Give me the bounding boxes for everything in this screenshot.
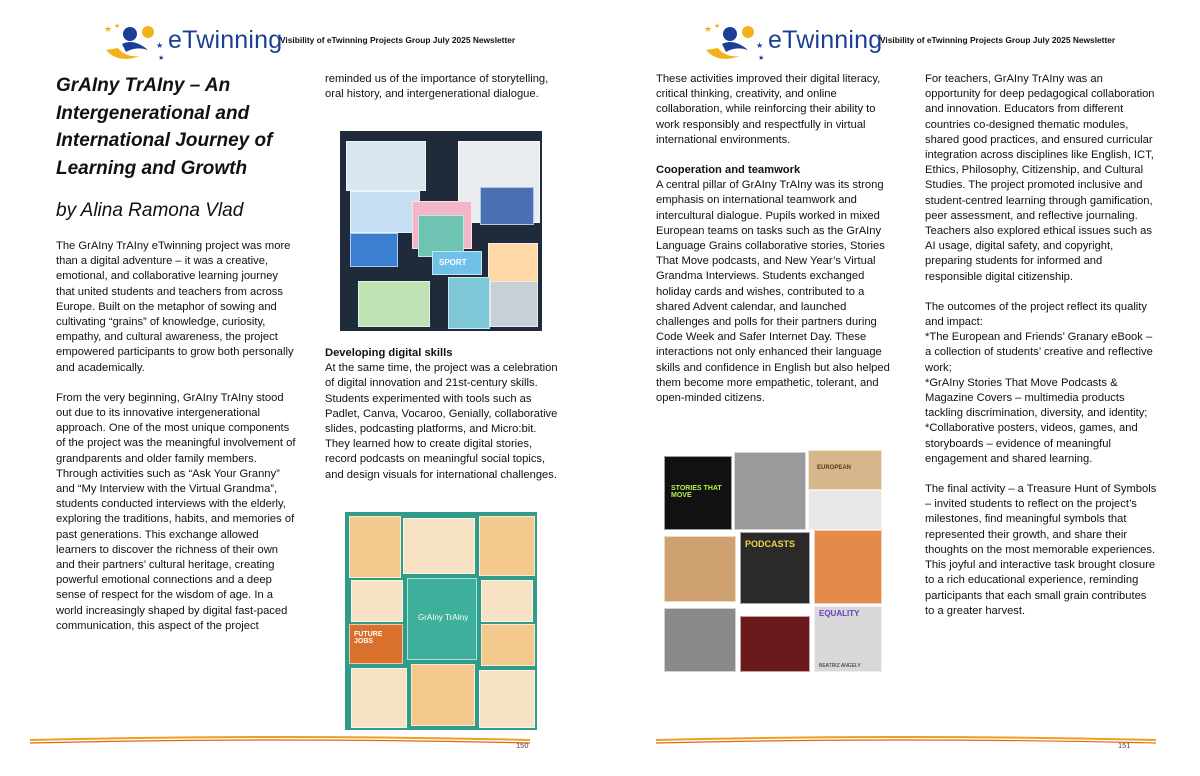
left-column-2 <box>325 72 561 117</box>
paragraph: The final activity – a Treasure Hunt of Symbols – invited students to reflect on the project’s milestones, find meaningful symbols that represented their growth, and share their thoughts on the most memorable experiences. This joyful and interactive task brought closure to a rich educational experience, reminding participants that each small grain contributes to a greater harvest. <box>925 483 1157 617</box>
svg-text:★: ★ <box>704 24 713 34</box>
paragraph: From the very beginning, GrAIny TrAIny stood out due to its innovative intergenerational approach. One of the most unique components of the project was the meaningful involvement of grandparents and older family members. Through activities such as “Ask Your Granny” and “My Interview with the Virtual Grandma”, students conducted interviews with the elderly, exploring the traditions, habits, and memories of past generations. This exchange allowed learners to discover the richness of their own and their partners’ cultural heritage, creating powerful emotional connections and a deep sense of respect for the wisdom of age. In a world increasingly shaped by digital fast-paced communication, this aspect of the project <box>56 391 296 632</box>
stories-label: STORIES THAT MOVE <box>671 485 722 499</box>
paragraph: The outcomes of the project reflect its quality and impact: <box>925 300 1147 329</box>
padlet-collage-image <box>340 131 542 331</box>
podcasts-label: PODCASTS <box>745 539 796 549</box>
poster-collage-image <box>345 512 537 730</box>
right-column-1 <box>656 72 894 421</box>
etwinning-wordmark: eTwinning <box>768 26 883 54</box>
paragraph: A central pillar of GrAIny TrAIny was its strong emphasis on international teamwork and intercultural dialogue. Pupils worked in mixed European teams on tasks such as the GrAIny Language Grains collaborative stories, Stories That Move podcasts, and New Year’s Virtual Grandma Interviews. Students exchanged holiday cards and wishes, contributed to a shared Advent calendar, and launched challenges and polls for their partners during Code Week and Safer Internet Day. These interactions not only enhanced their language skills and confidence in English but also helped them become more empathetic, tolerant, and open-minded citizens. <box>656 179 890 405</box>
paragraph: The GrAIny TrAIny eTwinning project was more than a digital adventure – it was a creative, emotional, and collaborative learning journey that united students and teachers from across Europe. Built on the metaphor of sowing and cultivating “grains” of knowledge, curiosity, empathy, and cultural awareness, the project empowered participants to grow both personally and academically. <box>56 240 294 374</box>
page-number: 150 <box>516 741 529 750</box>
etwinning-stars-icon <box>100 20 170 64</box>
svg-text:★: ★ <box>156 41 164 50</box>
svg-text:★: ★ <box>158 55 165 62</box>
paragraph: reminded us of the importance of storytelling, oral history, and intergenerational dialogue. <box>325 73 549 101</box>
newsletter-title: Visibility of eTwinning Projects Group July 2025 Newsletter <box>880 35 1116 45</box>
newsletter-title: Visibility of eTwinning Projects Group July 2025 Newsletter <box>280 35 516 45</box>
paragraph: These activities improved their digital literacy, critical thinking, creativity, and online collaboration, while reinforcing their ability to work responsibly and respectfully in virtual international environments. <box>656 73 881 146</box>
future-jobs-label: FUTURE JOBS <box>354 631 383 645</box>
stories-collage-image <box>662 446 884 674</box>
etwinning-wordmark: eTwinning <box>168 26 283 54</box>
etwinning-logo <box>100 20 283 64</box>
section-heading: Cooperation and teamwork <box>656 164 801 177</box>
svg-text:★: ★ <box>714 23 721 30</box>
svg-text:★: ★ <box>114 23 121 30</box>
footer-decoration <box>656 736 1156 746</box>
page-number: 151 <box>1118 741 1131 750</box>
footer-decoration <box>30 736 530 746</box>
equality-label: EQUALITY <box>819 609 860 618</box>
poster-center-label: GrAIny TrAIny <box>418 613 469 622</box>
etwinning-stars-icon <box>700 20 770 64</box>
european-label: EUROPEAN <box>817 465 852 471</box>
list-item: *The European and Friends’ Granary eBook – a collection of students’ creative and reflective work; <box>925 331 1153 374</box>
paragraph: For teachers, GrAIny TrAIny was an opportunity for deep pedagogical collaboration and innovation. Educators from different countries co-designed thematic modules, shared good practices, and ensured curricular integration across disciplines like English, ICT, Ethics, Philosophy, Citizenship, and Cultural Studies. The project promoted inclusive and student-centred learning through gamification, peer assessment, and reflective journaling. Teachers also explored ethical issues such as AI usage, digital safety, and copyright, preparing students for informed and responsible digital citizenship. <box>925 73 1155 283</box>
svg-text:★: ★ <box>756 41 764 50</box>
sport-label: SPORT <box>439 258 467 267</box>
article-title: GrAIny TrAIny – An Intergenerational and International Journey of Learning and Growth <box>56 75 273 179</box>
list-item: *GrAIny Stories That Move Podcasts & Magazine Covers – multimedia products tackling discrimination, diversity, and identity; <box>925 376 1148 420</box>
left-column-2-continued <box>325 346 561 498</box>
svg-text:★: ★ <box>104 24 113 34</box>
section-heading: Developing digital skills <box>325 347 453 359</box>
list-item: *Collaborative posters, videos, games, and storyboards – evidence of meaningful engagement and shared learning. <box>925 422 1138 465</box>
beatriz-label: BEATRIZ ANGELY <box>819 663 861 669</box>
etwinning-logo <box>700 20 883 64</box>
right-page <box>600 0 1200 776</box>
article-byline: by Alina Ramona Vlad <box>56 200 244 221</box>
paragraph: At the same time, the project was a celebration of digital innovation and 21st-century skills. Students experimented with tools such as Padlet, Canva, Vocaroo, Genially, collaborative slides, podcasting platforms, and Micro:bit. They learned how to create digital stories, record podcasts on meaningful social topics, and design visuals for international challenges. <box>325 362 558 481</box>
right-column-2 <box>925 72 1157 634</box>
left-column-1 <box>56 72 296 649</box>
svg-text:★: ★ <box>758 55 765 62</box>
